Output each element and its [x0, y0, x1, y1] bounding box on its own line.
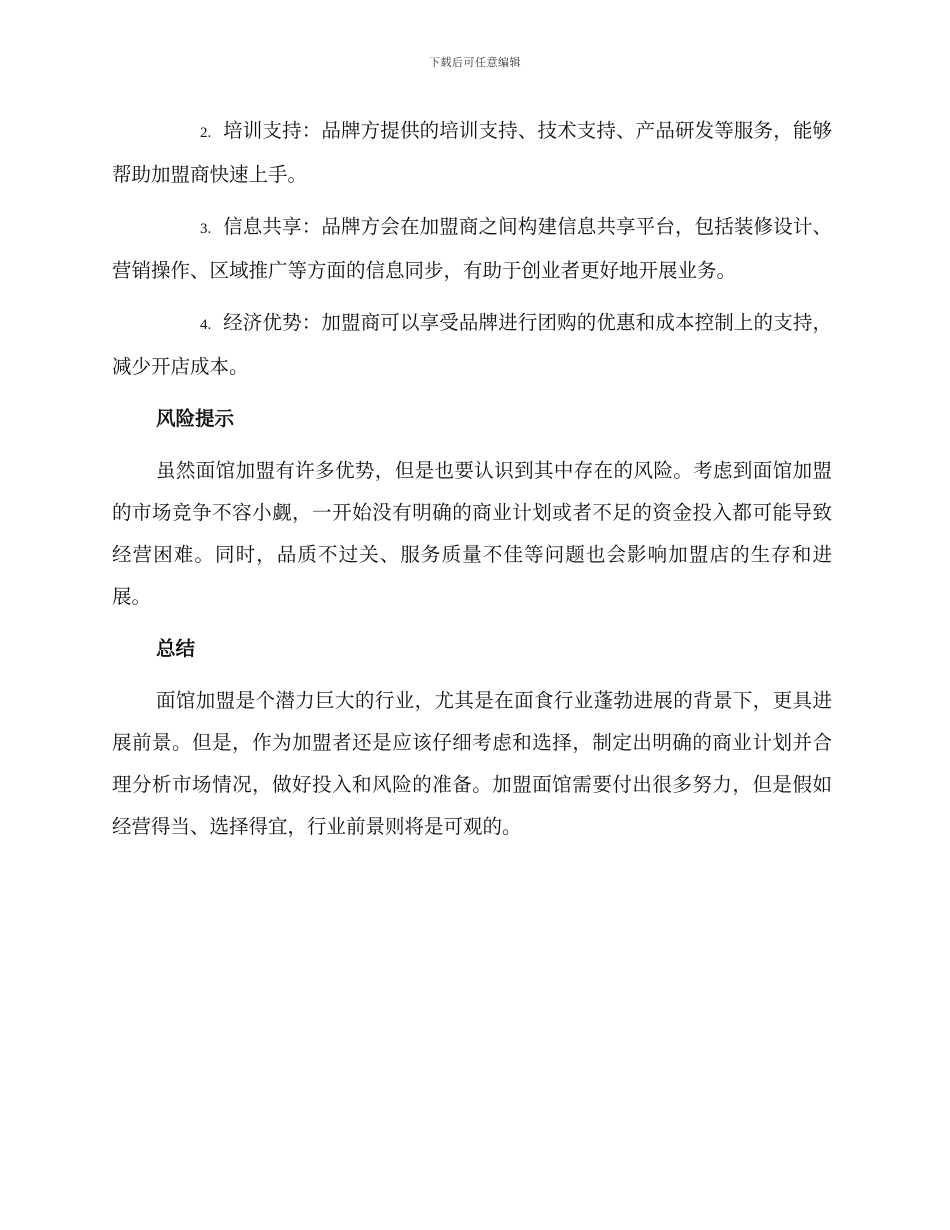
list-item [112, 302, 832, 388]
list-item [112, 110, 832, 196]
list-item-text: 信息共享：品牌方会在加盟商之间构建信息共享平台，包括装修设计、营销操作、区域推广等方面的信息同步，有助于创业者更好地开展业务。 [112, 215, 832, 282]
list-number: 3. [200, 221, 212, 237]
list-number: 2. [200, 125, 212, 141]
list-item-text: 经济优势：加盟商可以享受品牌进行团购的优惠和成本控制上的支持，减少开店成本。 [112, 311, 832, 378]
header-note: 下载后可任意编辑 [429, 56, 521, 69]
list-item-text: 培训支持：品牌方提供的培训支持、技术支持、产品研发等服务，能够帮助加盟商快速上手。 [112, 119, 832, 186]
summary-heading: 总结 [156, 637, 196, 660]
summary-paragraph: 面馆加盟是个潜力巨大的行业，尤其是在面食行业蓬勃进展的背景下，更具进展前景。但是，作为加盟者还是应该仔细考虑和选择，制定出明确的商业计划并合理分析市场情况，做好投入和风险的准备。加盟面馆需要付出很多努力，但是假如经营得当、选择得宜，行业前景则将是可观的。 [112, 689, 832, 838]
document-body [112, 110, 832, 858]
list-number: 4. [200, 317, 212, 333]
list-item [112, 206, 832, 292]
risk-heading: 风险提示 [156, 407, 235, 430]
risk-paragraph: 虽然面馆加盟有许多优势，但是也要认识到其中存在的风险。考虑到面馆加盟的市场竞争不容小觑，一开始没有明确的商业计划或者不足的资金投入都可能导致经营困难。同时，品质不过关、服务质量不佳等问题也会影响加盟店的生存和进展。 [112, 459, 832, 608]
